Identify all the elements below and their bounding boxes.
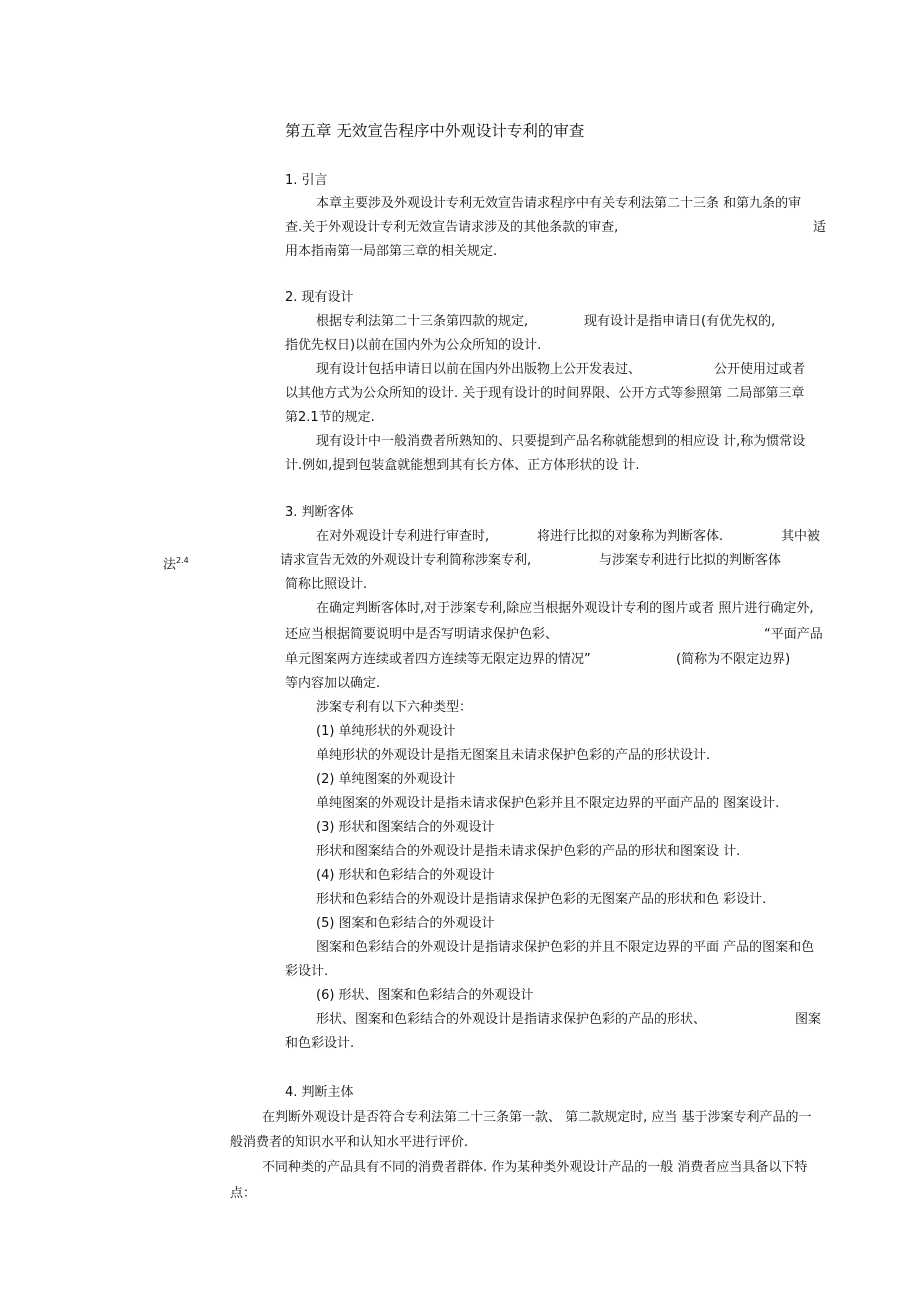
paragraph-line: 计.例如,提到包装盒就能想到其有长方体、正方体形状的设 计. [285, 458, 640, 473]
paragraph-line: 请求宣告无效的外观设计专利简称涉案专利, [280, 553, 532, 568]
paragraph-line: 根据专利法第二十三条第四款的规定, [316, 314, 529, 329]
margin-note: 法$^{2.4}$ [163, 556, 189, 573]
type-3-body: 形状和图案结合的外观设计是指未请求保护色彩的产品的形状和图案设 计. [316, 844, 741, 859]
paragraph-line: 简称比照设计. [285, 577, 368, 592]
type-6-body: 形状、图案和色彩结合的外观设计是指请求保护色彩的产品的形状、 [316, 1012, 707, 1027]
paragraph-line: 般消费者的知识水平和认知水平进行评价. [230, 1135, 469, 1150]
paragraph-line: 点： [230, 1186, 257, 1201]
paragraph-line: 将进行比拟的对象称为判断客体. [537, 529, 724, 544]
paragraph-line: 等内容加以确定. [285, 676, 381, 691]
margin-note-superscript: 2.4 [176, 556, 189, 565]
paragraph-line: 其中被 [781, 529, 821, 544]
type-6-body: 和色彩设计. [285, 1036, 355, 1051]
type-1-heading: (1) 单纯形状的外观设计 [316, 724, 456, 739]
type-4-heading: (4) 形状和色彩结合的外观设计 [316, 868, 495, 883]
paragraph-line: 适 [813, 220, 827, 235]
type-2-body: 单纯图案的外观设计是指未请求保护色彩并且不限定边界的平面产品的 图案设计. [316, 796, 780, 811]
section-2-heading: 2. 现有设计 [285, 290, 354, 305]
paragraph-line: 第2.1节的规定. [285, 410, 375, 425]
type-3-heading: (3) 形状和图案结合的外观设计 [316, 820, 495, 835]
type-5-body: 彩设计. [285, 964, 329, 979]
type-6-heading: (6) 形状、图案和色彩结合的外观设计 [316, 988, 534, 1003]
section-1-heading: 1. 引言 [285, 173, 328, 188]
paragraph-line: 单元图案两方连续或者四方连续等无限定边界的情况” [285, 652, 591, 667]
type-6-body: 图案 [795, 1012, 822, 1027]
types-intro: 涉案专利有以下六种类型： [316, 700, 473, 715]
type-5-body: 图案和色彩结合的外观设计是指请求保护色彩的并且不限定边界的平面 产品的图案和色 [316, 940, 815, 955]
paragraph-line: 现有设计包括申请日以前在国内外出版物上公开发表过、 [316, 362, 642, 377]
type-2-heading: (2) 单纯图案的外观设计 [316, 772, 456, 787]
type-1-body: 单纯形状的外观设计是指无图案且未请求保护色彩的产品的形状设计. [316, 748, 711, 763]
paragraph-line: 指优先权日)以前在国内外为公众所知的设计. [285, 338, 542, 353]
paragraph-line: 用本指南第一局部第三章的相关规定. [285, 244, 498, 259]
section-3-heading: 3. 判断客体 [285, 505, 354, 520]
paragraph-line: 以其他方式为公众所知的设计. 关于现有设计的时间界限、公开方式等参照第 二局部第三章 [285, 386, 805, 401]
paragraph-line: 公开使用过或者 [714, 362, 806, 377]
paragraph-line: 还应当根据简要说明中是否写明请求保护色彩、 [285, 627, 559, 642]
paragraph-line: (简称为不限定边界) [676, 652, 791, 667]
paragraph-line: 在判断外观设计是否符合专利法第二十三条第一款、 第二款规定时, 应当 基于涉案专利产品的一 [262, 1110, 812, 1125]
paragraph-line: “平面产品 [764, 627, 823, 642]
paragraph-line: 在确定判断客体时,对于涉案专利,除应当根据外观设计专利的图片或者 照片进行确定外, [316, 601, 814, 616]
paragraph-line: 在对外观设计专利进行审查时, [316, 529, 490, 544]
paragraph-line: 现有设计是指申请日(有优先权的, [584, 314, 776, 329]
paragraph-line: 与涉案专利进行比拟的判断客体 [599, 553, 782, 568]
type-4-body: 形状和色彩结合的外观设计是指请求保护色彩的无图案产品的形状和色 彩设计. [316, 892, 767, 907]
type-5-heading: (5) 图案和色彩结合的外观设计 [316, 916, 495, 931]
paragraph-line: 现有设计中一般消费者所熟知的、只要提到产品名称就能想到的相应设 计,称为惯常设 [316, 434, 806, 449]
paragraph-line: 不同种类的产品具有不同的消费者群体. 作为某种类外观设计产品的一般 消费者应当具备以下特 [262, 1160, 808, 1175]
section-4-heading: 4. 判断主体 [285, 1085, 354, 1100]
paragraph-line: 本章主要涉及外观设计专利无效宣告请求程序中有关专利法第二十三条 和第九条的审 [316, 196, 802, 211]
page-title: 第五章 无效宣告程序中外观设计专利的审查 [285, 122, 585, 140]
paragraph-line: 查.关于外观设计专利无效宣告请求涉及的其他条款的审查, [285, 220, 619, 235]
